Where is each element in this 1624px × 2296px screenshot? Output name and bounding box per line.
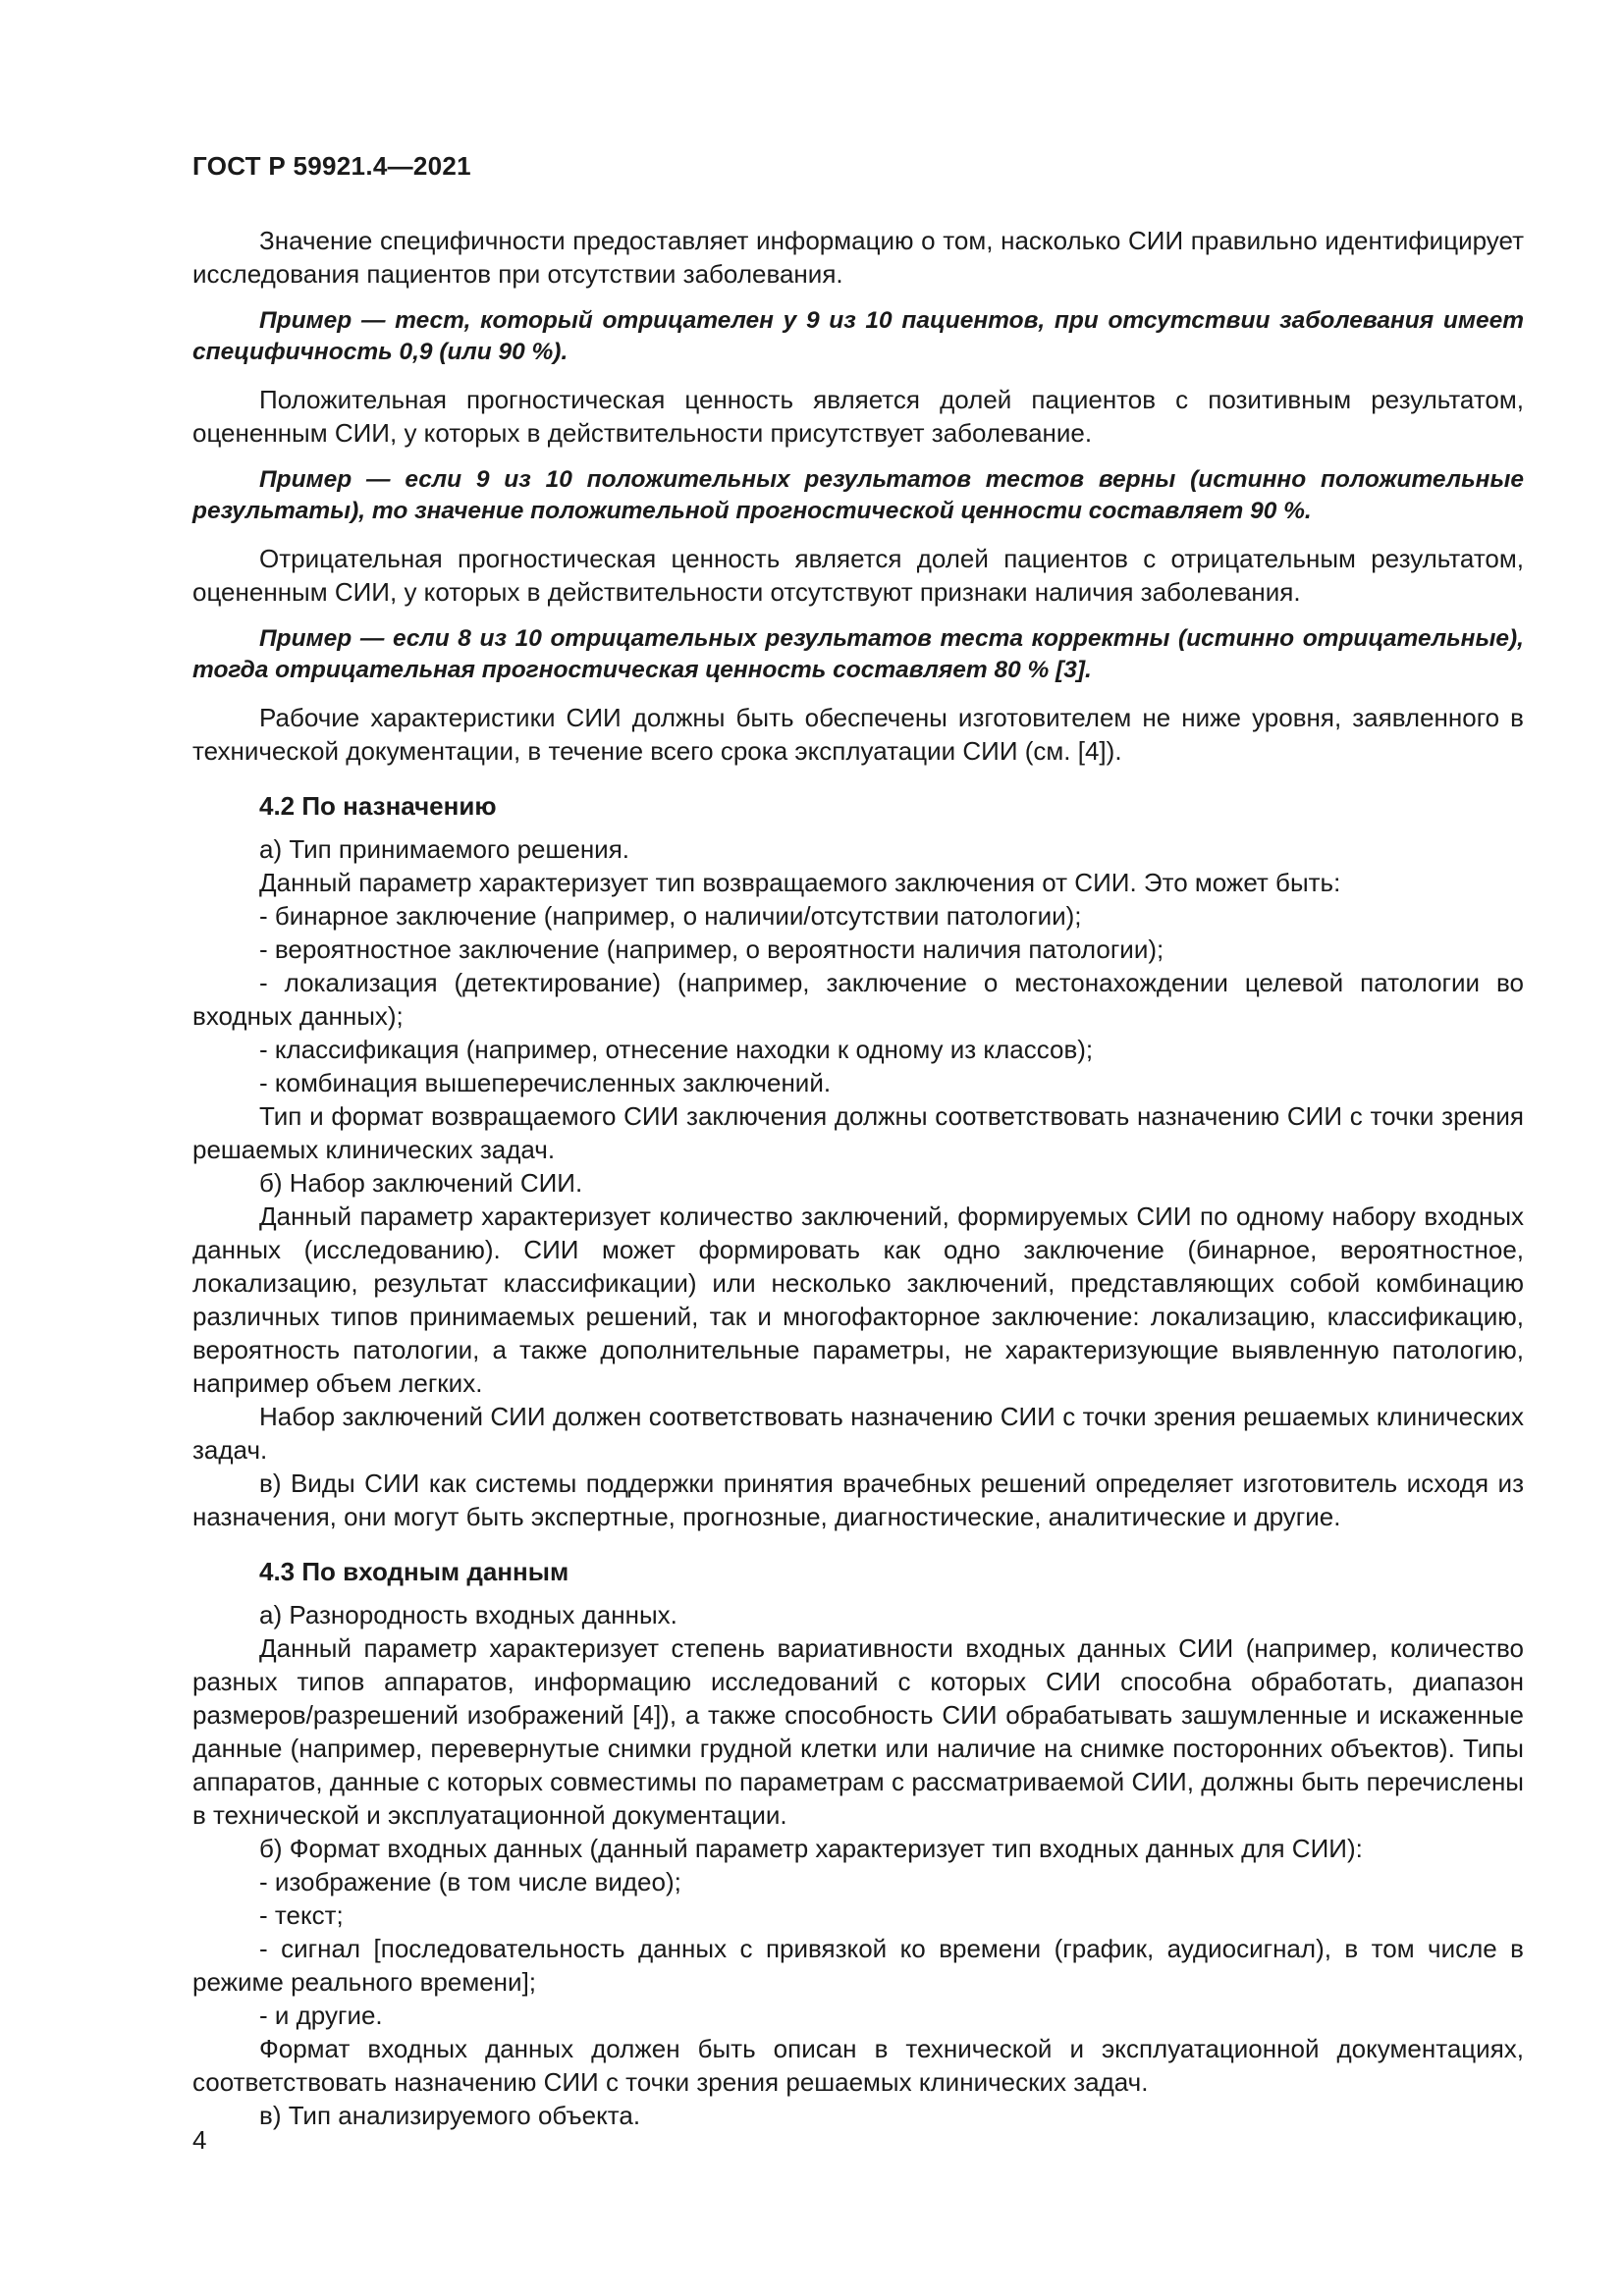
paragraph: Тип и формат возвращаемого СИИ заключения должны соответствовать назначению СИИ с точки зрения решаемых клинических задач. [192,1101,1524,1164]
list-item: а) Разнородность входных данных. [259,1600,677,1629]
document-header: ГОСТ Р 59921.4—2021 [192,151,471,181]
document-body [192,224,1524,2132]
section-heading-4-3: 4.3 По входным данным [259,1557,569,1586]
example-note: Пример — если 9 из 10 положительных результатов тестов верны (истинно положительные результаты), то значение положительной прогностической ценности составляет 90 %. [192,466,1524,524]
example-note: Пример — тест, который отрицателен у 9 из 10 пациентов, при отсутствии заболевания имеет специфичность 0,9 (или 90 %). [192,307,1524,365]
list-item: - бинарное заключение (например, о наличии/отсутствии патологии); [259,901,1082,931]
list-item: - изображение (в том числе видео); [259,1867,681,1896]
paragraph: Формат входных данных должен быть описан в технической и эксплуатационной документациях, соответствовать назначению СИИ с точки зрения решаемых клинических задач. [192,2034,1524,2097]
list-item: - вероятностное заключение (например, о вероятности наличия патологии); [259,934,1164,964]
list-item: - сигнал [последовательность данных с привязкой ко времени (график, аудиосигнал), в том числе в режиме реального времени]; [192,1934,1524,1997]
paragraph: Набор заключений СИИ должен соответствовать назначению СИИ с точки зрения решаемых клинических задач. [192,1402,1524,1465]
paragraph: Положительная прогностическая ценность является долей пациентов с позитивным результатом, оцененным СИИ, у которых в действительности присутствует заболевание. [192,385,1524,448]
paragraph: Данный параметр характеризует количество заключений, формируемых СИИ по одному набору входных данных (исследованию). СИИ может формировать как одно заключение (бинарное, вероятностное, локализацию, результат классификации) или несколько заключений, представляющих собой комбинацию различных типов принимаемых решений, так и многофакторное заключение: локализацию, классификацию, вероятность патологии, а также дополнительные параметры, не характеризующие выявленную патологию, например объем легких. [192,1201,1524,1398]
section-heading-4-2: 4.2 По назначению [259,791,497,821]
example-note: Пример — если 8 из 10 отрицательных результатов теста корректны (истинно отрицательные), тогда отрицательная прогностическая ценность составляет 80 % [3]. [192,625,1524,683]
page-number: 4 [192,2125,207,2155]
list-item: - текст; [259,1900,344,1930]
list-item: в) Тип анализируемого объекта. [259,2101,641,2130]
paragraph: Значение специфичности предоставляет информацию о том, насколько СИИ правильно идентифицирует исследования пациентов при отсутствии заболевания. [192,226,1524,289]
list-item: - и другие. [259,2001,383,2030]
list-item: в) Виды СИИ как системы поддержки принятия врачебных решений определяет изготовитель исходя из назначения, они могут быть экспертные, прогнозные, диагностические, аналитические и другие. [192,1468,1524,1531]
list-item: - локализация (детектирование) (например, заключение о местонахождении целевой патологии во входных данных); [192,968,1524,1031]
list-item: б) Формат входных данных (данный параметр характеризует тип входных данных для СИИ): [259,1834,1363,1863]
list-item: - комбинация вышеперечисленных заключений. [259,1068,832,1097]
paragraph: Отрицательная прогностическая ценность является долей пациентов с отрицательным результатом, оцененным СИИ, у которых в действительности отсутствуют признаки наличия заболевания. [192,544,1524,607]
list-item: а) Тип принимаемого решения. [259,834,629,864]
paragraph: Рабочие характеристики СИИ должны быть обеспечены изготовителем не ниже уровня, заявленного в технической документации, в течение всего срока эксплуатации СИИ (см. [4]). [192,703,1524,766]
paragraph: Данный параметр характеризует тип возвращаемого заключения от СИИ. Это может быть: [259,868,1341,897]
list-item: - классификация (например, отнесение находки к одному из классов); [259,1035,1094,1064]
paragraph: Данный параметр характеризует степень вариативности входных данных СИИ (например, количество разных типов аппаратов, информацию исследований с которых СИИ способна обработать, диапазон размеров/разрешений изображений [4]), а также способность СИИ обрабатывать зашумленные и искаженные данные (например, перевернутые снимки грудной клетки или наличие на снимке посторонних объектов). Типы аппаратов, данные с которых совместимы по параметрам с рассматриваемой СИИ, должны быть перечислены в технической и эксплуатационной документации. [192,1633,1524,1830]
list-item: б) Набор заключений СИИ. [259,1168,583,1198]
